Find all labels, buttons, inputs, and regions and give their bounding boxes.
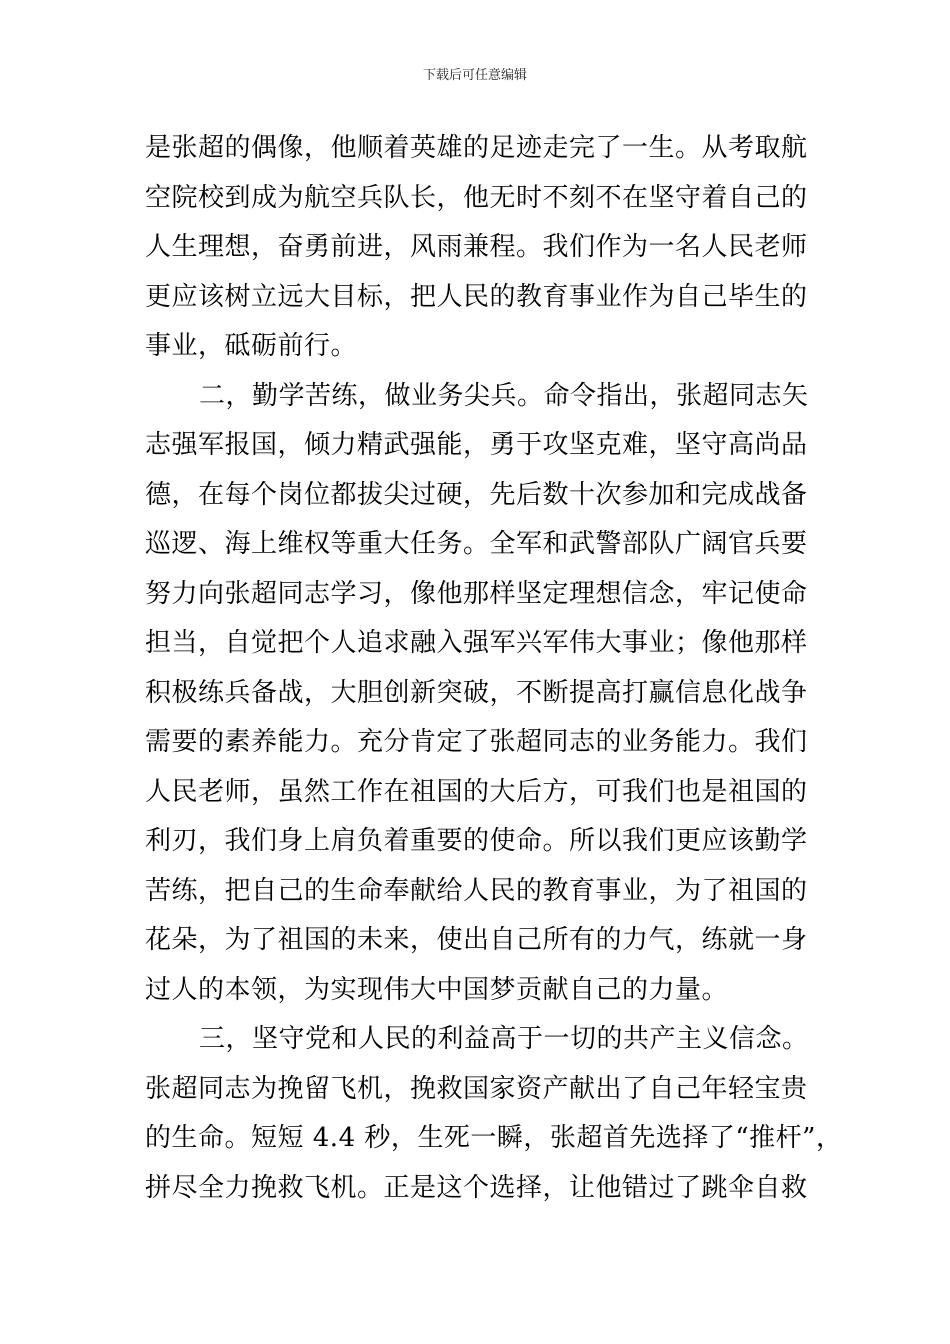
text-line: 志强军报国，倾力精武强能，勇于攻坚克难，坚守高尚品 xyxy=(145,430,808,460)
text-line: 人民老师，虽然工作在祖国的大后方，可我们也是祖国的 xyxy=(145,776,808,807)
text-line: 事业，砥砺前行。 xyxy=(145,331,358,361)
text-line: 努力向张超同志学习，像他那样坚定理想信念，牢记使命 xyxy=(145,578,808,609)
text-line: 花朵，为了祖国的未来，使出自己所有的力气，练就一身 xyxy=(145,925,808,955)
paragraph-start-line: 三，坚守党和人民的利益高于一切的共产主义信念。 xyxy=(199,1024,809,1054)
document-body xyxy=(145,124,843,1213)
text-line: 巡逻、海上维权等重大任务。全军和武警部队广阔官兵要 xyxy=(145,529,808,559)
paragraph-start-line: 二，勤学苦练，做业务尖兵。命令指出，张超同志矢 xyxy=(199,380,809,411)
text-line: 需要的素养能力。充分肯定了张超同志的业务能力。我们 xyxy=(145,727,808,757)
text-line: 的生命。短短 4.4 秒，生死一瞬，张超首先选择了“推杆”， xyxy=(145,1123,843,1153)
text-line: 利刃，我们身上肩负着重要的使命。所以我们更应该勤学 xyxy=(145,826,808,856)
text-line: 过人的本领，为实现伟大中国梦贡献自己的力量。 xyxy=(145,974,729,1005)
text-line: 担当，自觉把个人追求融入强军兴军伟大事业；像他那样 xyxy=(145,628,808,658)
text-line: 空院校到成为航空兵队长，他无时不刻不在坚守着自己的 xyxy=(145,182,808,213)
text-line: 更应该树立远大目标，把人民的教育事业作为自己毕生的 xyxy=(145,281,808,312)
text-line: 人生理想，奋勇前进，风雨兼程。我们作为一名人民老师 xyxy=(145,232,808,262)
text-line: 拼尽全力挽救飞机。正是这个选择，让他错过了跳伞自救 xyxy=(145,1172,808,1203)
text-line: 积极练兵备战，大胆创新突破，不断提高打赢信息化战争 xyxy=(145,677,808,708)
text-line: 张超同志为挽留飞机，挽救国家资产献出了自己年轻宝贵 xyxy=(145,1073,808,1104)
text-line: 是张超的偶像，他顺着英雄的足迹走完了一生。从考取航 xyxy=(145,133,808,163)
page-header: 下载后可任意编辑 xyxy=(422,68,527,83)
text-line: 苦练，把自己的生命奉献给人民的教育事业，为了祖国的 xyxy=(145,875,808,906)
text-line: 德，在每个岗位都拔尖过硬，先后数十次参加和完成战备 xyxy=(145,479,808,510)
